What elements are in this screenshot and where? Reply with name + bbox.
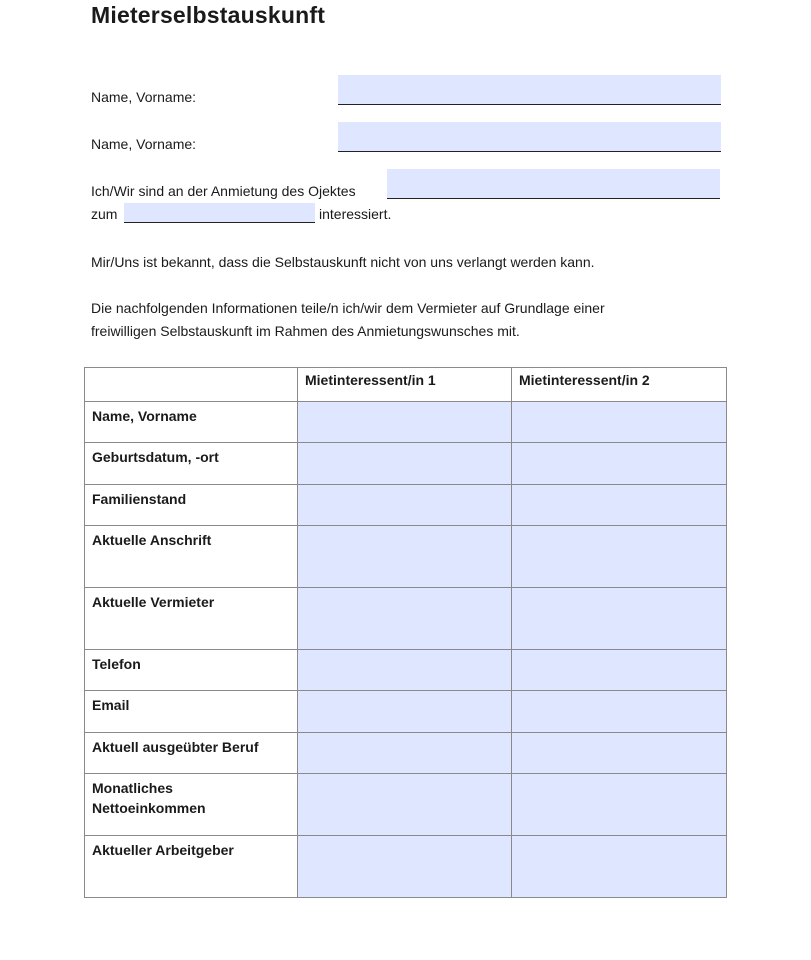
applicant-1-input[interactable] — [298, 774, 512, 836]
applicant-2-input[interactable] — [512, 485, 727, 526]
table-row — [85, 650, 727, 691]
applicant-2-input[interactable] — [512, 650, 727, 691]
row-label: Telefon — [85, 650, 298, 691]
applicant-2-input[interactable] — [512, 836, 727, 898]
header-applicant-2: Mietinteressent/in 2 — [512, 368, 727, 402]
name-label-1: Name, Vorname: — [91, 89, 197, 105]
applicant-2-input[interactable] — [512, 588, 727, 650]
row-label: Monatliches Nettoeinkommen — [85, 774, 298, 836]
table-row — [85, 733, 727, 774]
applicant-1-input[interactable] — [298, 485, 512, 526]
info-line-2: freiwilligen Selbstauskunft im Rahmen des Anmietungswunsches mit. — [91, 323, 520, 339]
name-input-2[interactable] — [338, 122, 721, 152]
row-label: Aktuelle Vermieter — [85, 588, 298, 650]
row-label: Aktuelle Anschrift — [85, 526, 298, 588]
table-row — [85, 526, 727, 588]
row-label: Name, Vorname — [85, 402, 298, 443]
table-row — [85, 588, 727, 650]
applicant-2-input[interactable] — [512, 733, 727, 774]
interest-suffix: interessiert. — [319, 206, 392, 222]
table-row — [85, 774, 727, 836]
applicant-2-input[interactable] — [512, 774, 727, 836]
date-input[interactable] — [124, 203, 315, 223]
applicant-1-input[interactable] — [298, 402, 512, 443]
notice-text: Mir/Uns ist bekannt, dass die Selbstauskunft nicht von uns verlangt werden kann. — [91, 254, 595, 270]
applicant-2-input[interactable] — [512, 526, 727, 588]
row-label: Aktueller Arbeitgeber — [85, 836, 298, 898]
applicant-1-input[interactable] — [298, 691, 512, 733]
object-input[interactable] — [387, 169, 720, 199]
header-applicant-1: Mietinteressent/in 1 — [298, 368, 512, 402]
table-row — [85, 402, 727, 443]
interest-prefix: Ich/Wir sind an der Anmietung des Ojektes — [91, 183, 356, 199]
name-input-1[interactable] — [338, 75, 721, 105]
applicant-2-input[interactable] — [512, 443, 727, 485]
page-title: Mieterselbstauskunft — [91, 2, 326, 28]
info-line-1: Die nachfolgenden Informationen teile/n ich/wir dem Vermieter auf Grundlage einer — [91, 300, 605, 316]
applicant-1-input[interactable] — [298, 588, 512, 650]
row-label: Email — [85, 691, 298, 733]
applicant-1-input[interactable] — [298, 650, 512, 691]
table-row — [85, 836, 727, 898]
table-row — [85, 443, 727, 485]
table-row — [85, 691, 727, 733]
name-label-2: Name, Vorname: — [91, 136, 197, 152]
table-header-row — [85, 368, 727, 402]
header-empty — [85, 368, 298, 402]
table-row — [85, 485, 727, 526]
applicant-1-input[interactable] — [298, 526, 512, 588]
applicant-1-input[interactable] — [298, 733, 512, 774]
applicant-2-input[interactable] — [512, 402, 727, 443]
applicant-2-input[interactable] — [512, 691, 727, 733]
applicant-1-input[interactable] — [298, 443, 512, 485]
applicant-1-input[interactable] — [298, 836, 512, 898]
interest-zum: zum — [91, 206, 118, 222]
row-label: Familienstand — [85, 485, 298, 526]
applicant-table — [84, 367, 727, 898]
row-label: Aktuell ausgeübter Beruf — [85, 733, 298, 774]
row-label: Geburtsdatum, -ort — [85, 443, 298, 485]
